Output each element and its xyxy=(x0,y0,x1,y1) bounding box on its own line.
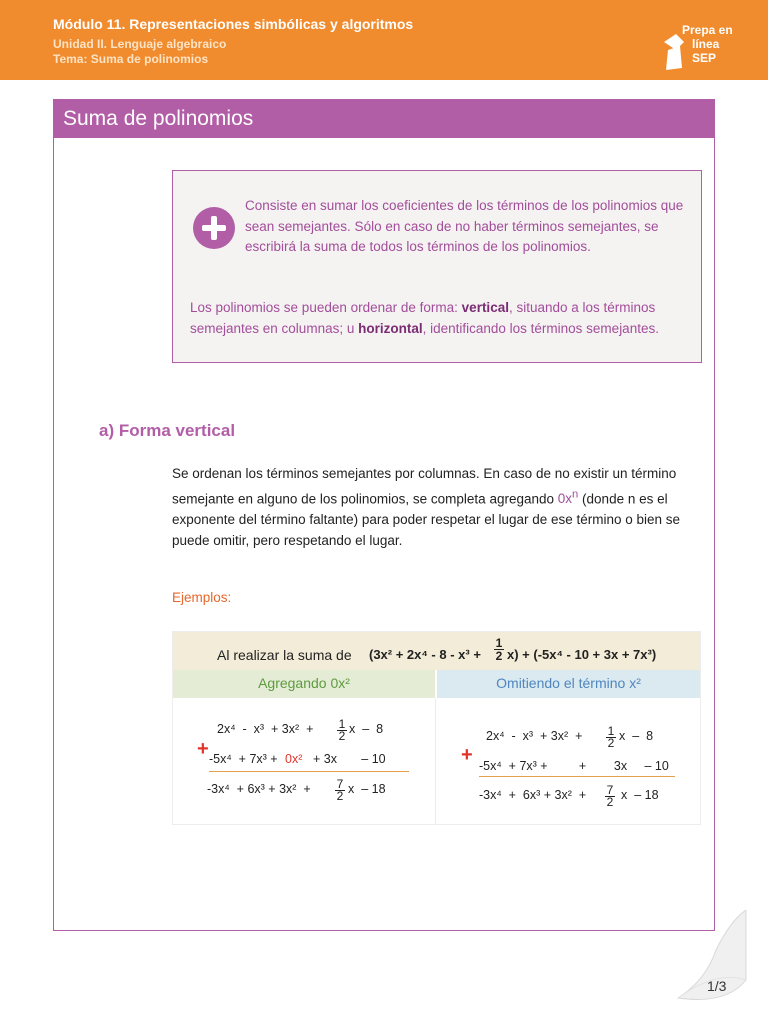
module-title: Módulo 11. Representaciones simbólicas y algoritmos xyxy=(53,16,414,32)
logo-text-2: línea xyxy=(692,37,720,51)
left-row-2: -5x⁴ + 7x³ + xyxy=(209,752,278,766)
example-statement xyxy=(173,632,700,670)
example-table xyxy=(172,631,701,825)
logo-text-1: Prepa en xyxy=(682,23,733,37)
left-fraction-3: 7 2 xyxy=(336,777,344,803)
logo-text-3: SEP xyxy=(692,51,717,65)
left-row-3-end: x – 18 xyxy=(348,782,386,796)
page-curl-decoration xyxy=(676,910,756,1010)
left-row-1: 2x⁴ - x³ + 3x² + xyxy=(217,722,314,736)
statement-expr-left: (3x² + 2x⁴ - 8 - x³ + xyxy=(369,647,481,662)
definition-text: Consiste en sumar los coeficientes de los términos de los polinomios que sean semejantes. Sólo en caso de no haber términos semejantes, se escribirá la suma de todos los términos de los polinomios. xyxy=(245,198,684,255)
section-body: Se ordenan los términos semejantes por columnas. En caso de no existir un término semejante en alguno de los polinomios, se completa agregando $0x^n$ (donde n es el exponente del término faltante) para poder respetar el lugar de ese término o bien se puede omitir, pero respetando el lugar. xyxy=(172,466,681,548)
statement-expr-right: x) + (-5x⁴ - 10 + 3x + 7x³) xyxy=(507,647,657,662)
definition-box xyxy=(172,170,702,363)
examples-label: Ejemplos: xyxy=(172,590,232,605)
horizontal-term: horizontal xyxy=(358,320,423,336)
statement-fraction: $\frac{1}{2}$ xyxy=(495,636,503,663)
right-sum-rule xyxy=(479,776,675,777)
right-row-1-end: x – 8 xyxy=(619,729,654,743)
right-row-2: -5x⁴ + 7x³ + + 3x – 10 xyxy=(479,759,669,773)
unit-label: Unidad II. Lenguaje algebraico xyxy=(53,37,227,51)
left-row-3: -3x⁴ + 6x³ + 3x² + xyxy=(207,782,311,796)
right-row-1: 2x⁴ - x³ + 3x² + xyxy=(486,729,583,743)
statement-lead: Al realizar la suma de xyxy=(217,647,352,663)
section-title: a) Forma vertical xyxy=(99,421,236,440)
right-row-3: -3x⁴ + 6x³ + 3x² + xyxy=(479,788,587,802)
vertical-term: vertical xyxy=(461,300,509,315)
left-row-2-end: + 3x – 10 xyxy=(313,752,386,766)
topic-label: Tema: Suma de polinomios xyxy=(53,52,209,66)
page-header xyxy=(0,0,768,80)
left-row-2-zero-term: 0x² xyxy=(285,752,303,766)
zero-x-n: $0x^n$ xyxy=(557,488,579,507)
left-sum-rule xyxy=(209,771,409,772)
left-plus-sign: + xyxy=(197,738,209,760)
column-header-omitting: Omitiendo el término x² xyxy=(437,670,700,698)
page-number: 1/3 xyxy=(707,978,727,994)
right-fraction-3: 7 2 xyxy=(606,783,614,809)
column-divider xyxy=(435,698,436,824)
right-fraction-1: 1 2 xyxy=(607,724,615,750)
left-fraction-1: 1 2 xyxy=(338,717,346,743)
prepa-en-linea-logo xyxy=(662,20,734,72)
left-row-1-end: x – 8 xyxy=(349,722,384,736)
right-row-3-end: x – 18 xyxy=(621,788,659,802)
right-plus-sign: + xyxy=(461,744,473,766)
page-title: Suma de polinomios xyxy=(54,100,714,138)
ordering-text: Los polinomios se pueden ordenar de forma: vertical, situando a los términos semejantes en columnas; u horizontal, identificando los términos semejantes. xyxy=(190,300,659,336)
plus-icon xyxy=(193,207,235,249)
column-header-adding: Agregando 0x² xyxy=(173,670,435,698)
